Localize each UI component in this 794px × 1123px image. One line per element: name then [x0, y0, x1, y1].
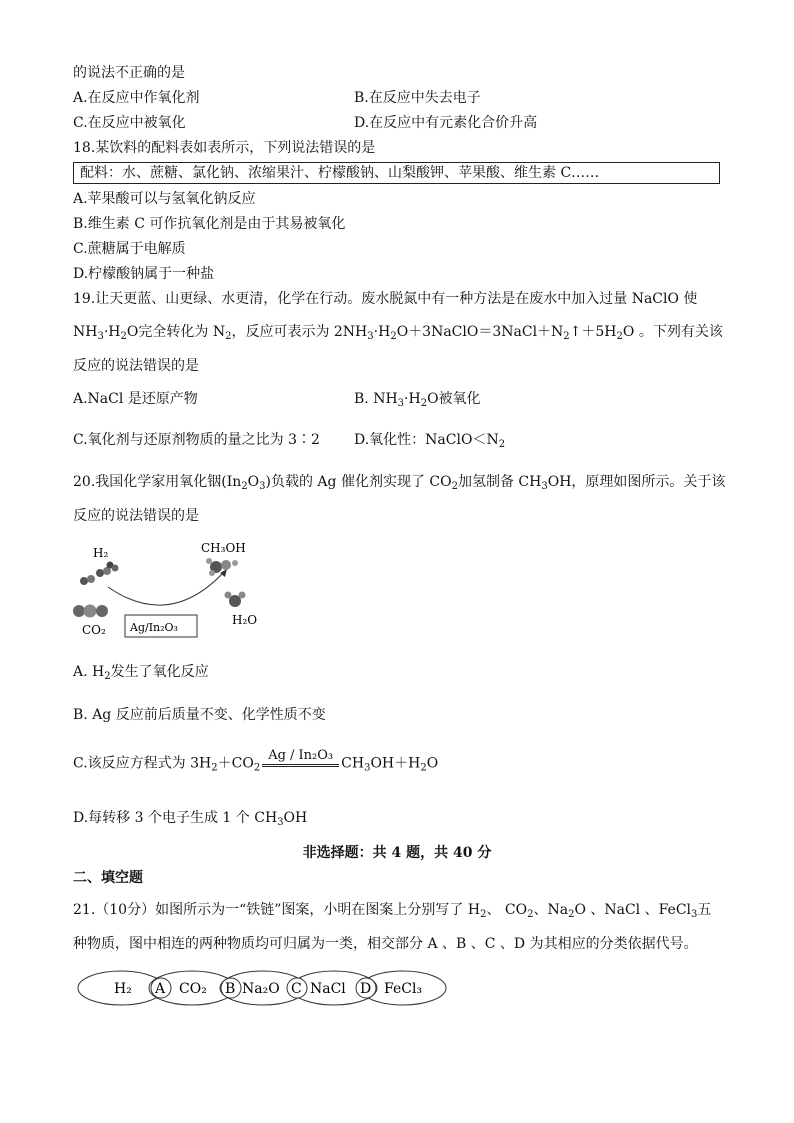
- q19-stem-line3: 反应的说法错误的是: [73, 358, 199, 374]
- code-label-a: A: [155, 981, 166, 997]
- code-label-b: B: [225, 981, 236, 997]
- q19-option-d: D.氧化性：$NaClO<N_2$: [354, 432, 506, 450]
- chain-label-nacl: NaCl: [310, 981, 346, 997]
- chain-label-na2o: Na₂O: [242, 981, 280, 997]
- q20-reaction-figure: [70, 535, 270, 645]
- q19-option-b: B. $NH_3\cdot H_2O$被氧化: [354, 391, 481, 409]
- q19-option-c: C.氧化剂与还原剂物质的量之比为 3∶2: [73, 432, 320, 448]
- q17-stem-tail: 的说法不正确的是: [73, 65, 185, 81]
- fig-label-catalyst: Ag/In₂O₃: [130, 621, 178, 634]
- q19-stem-line2: $NH_3\cdot H_2O$完全转化为 $N_2$，反应可表示为 $2NH_3\cdot H_2O+3NaClO=3NaCl+N_2↑+5H_2O$ 。下列有关该: [73, 324, 723, 342]
- q21-stem-line2: 种物质，图中相连的两种物质均可归属为一类，相交部分 A 、B 、C 、D 为其相应的分类依据代号。: [73, 936, 698, 952]
- q20-option-b: B. Ag 反应前后质量不变、化学性质不变: [73, 707, 326, 723]
- fig-label-h2: H₂: [93, 546, 109, 560]
- q21-iron-chain-figure: [76, 966, 448, 1010]
- co2-molecule-icon: [73, 605, 108, 618]
- q17-option-b: B.在反应中失去电子: [354, 90, 481, 106]
- q18-stem: 18.某饮料的配料表如表所示，下列说法错误的是: [73, 140, 376, 156]
- q17-option-a: A.在反应中作氧化剂: [73, 90, 200, 106]
- q20-stem-line1: 20.我国化学家用氧化铟$(In_2O_3)$负载的 Ag 催化剂实现了 $CO_2$加氢制备 $CH_3OH$，原理如图所示。关于该: [73, 474, 726, 492]
- section-fill-header: 二、填空题: [73, 870, 143, 886]
- q18-ingredients: 配料：水、蔗糖、氯化钠、浓缩果汁、柠檬酸钠、山梨酸钾、苹果酸、维生素 C……: [80, 165, 600, 181]
- q20-option-c: C.该反应方程式为 $3H_2+CO_2$ Ag / In₂O₃ $CH_3OH+H_2O$: [73, 748, 438, 779]
- q17-option-d: D.在反应中有元素化合价升高: [354, 115, 538, 131]
- q17-option-c: C.在反应中被氧化: [73, 115, 186, 131]
- q20-stem-line2: 反应的说法错误的是: [73, 508, 199, 524]
- code-label-c: C: [291, 981, 302, 997]
- fig-label-co2: CO₂: [82, 623, 106, 637]
- q21-stem-line1: 21.（10分）如图所示为一“铁链”图案，小明在图案上分别写了 $H_2$、 $CO_2$、$Na_2O$ 、NaCl 、FeCl$_3$五: [73, 902, 712, 920]
- q19-stem-line1: 19.让天更蓝、山更绿、水更清，化学在行动。废水脱氮中有一种方法是在废水中加入过量 NaClO 使: [73, 291, 698, 307]
- chain-label-fecl3: FeCl₃: [384, 981, 423, 997]
- code-label-d: D: [360, 981, 372, 997]
- fig-label-ch3oh: CH₃OH: [201, 541, 246, 555]
- h2-molecules-icon: [80, 562, 119, 586]
- q19-option-a: A.NaCl 是还原产物: [73, 391, 198, 407]
- q18-option-c: C.蔗糖属于电解质: [73, 241, 186, 257]
- chain-label-co2: CO₂: [179, 981, 207, 997]
- h2o-molecule-icon: [225, 592, 246, 608]
- q18-option-b: B.维生素 C 可作抗氧化剂是由于其易被氧化: [73, 216, 346, 232]
- fig-label-h2o: H₂O: [232, 613, 258, 627]
- q20-option-a: A. $H_2$发生了氧化反应: [73, 664, 209, 682]
- reaction-arrow: [108, 571, 225, 605]
- q18-option-d: D.柠檬酸钠属于一种盐: [73, 266, 215, 282]
- q20-option-d: D.每转移 3 个电子生成 1 个 $CH_3OH$: [73, 810, 308, 828]
- q18-option-a: A.苹果酸可以与氢氧化钠反应: [73, 191, 256, 207]
- section-nonchoice-header: 非选择题：共 4 题，共 40 分: [302, 845, 492, 861]
- reaction-condition: Ag / In₂O₃: [262, 748, 339, 779]
- q18-ingredient-table: [73, 162, 720, 184]
- chain-label-h2: H₂: [114, 981, 132, 997]
